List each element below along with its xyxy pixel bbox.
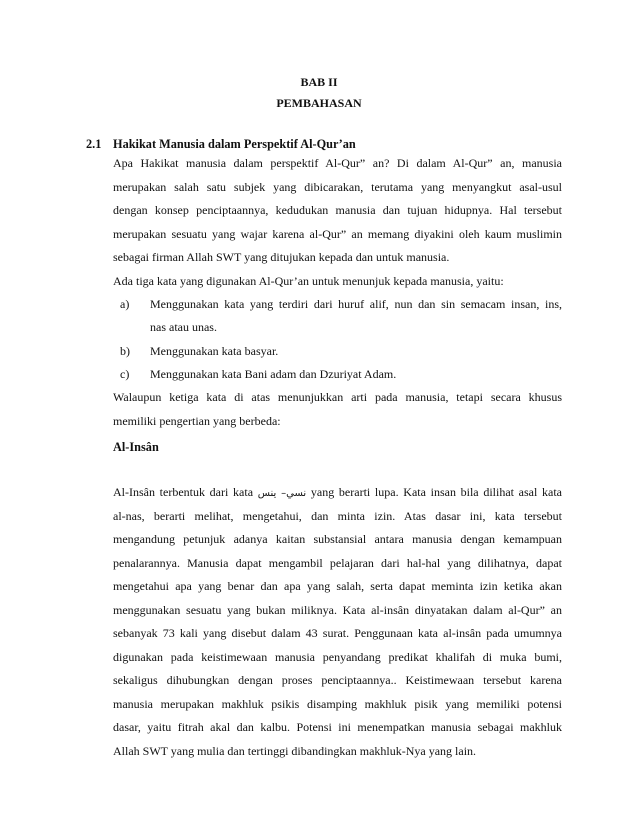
paragraph-line: penalarannya. Manusia dapat mengambil pelajaran dari hal-hal yang dilihatnya, dapat xyxy=(113,555,562,570)
paragraph-2 xyxy=(113,386,562,433)
paragraph-line: sebagai firman Allah SWT yang ditujukan kepada dan untuk manusia. xyxy=(113,250,450,264)
paragraph-line: Allah SWT yang mulia dan tertinggi dibandingkan makhluk-Nya yang lain. xyxy=(113,743,477,758)
list-item-text: Menggunakan kata Bani adam dan Dzuriyat Adam. xyxy=(150,367,397,381)
list-marker: c) xyxy=(120,367,130,381)
paragraph-line: Apa Hakikat manusia dalam perspektif Al-Qur” an? Di dalam Al-Qur” an, manusia xyxy=(113,156,562,170)
paragraph-line: merupakan salah satu subjek yang dibicarakan, terutama yang menyangkut asal-usul xyxy=(113,179,562,194)
paragraph-3 xyxy=(113,481,562,763)
paragraph-line: manusia merupakan makhluk psikis disamping makhluk pisik yang memiliki potensi xyxy=(113,696,562,711)
paragraph-line: merupakan sesuatu yang wajar karena al-Qur” an memang diyakini oleh kaum muslimin xyxy=(113,226,562,241)
paragraph-line: mengandung petunjuk adanya kaitan substansial antara manusia dengan kemampuan xyxy=(113,532,562,546)
list-item-text: Menggunakan kata basyar. xyxy=(150,344,279,358)
paragraph-line: Walaupun ketiga kata di atas menunjukkan arti pada manusia, tetapi secara khusus xyxy=(113,390,562,404)
paragraph-line: dasar, yaitu fitrah akal dan kalbu. Potensi ini menempatkan manusia sebagai makhluk xyxy=(113,720,562,734)
paragraph-line: dengan konsep penciptaannya, kedudukan manusia dan tujuan hidupnya. Hal tersebut xyxy=(113,203,562,217)
paragraph-line: sekaligus dihubungkan dengan proses penciptaannya.. Keistimewaan tersebut karena xyxy=(113,673,562,687)
arabic-word: نسي– ينس xyxy=(257,488,307,499)
paragraph-line: digunakan pada keistimewaan manusia penyandang predikat khalifah di muka bumi, xyxy=(113,649,562,664)
list-item-text: nas atau unas. xyxy=(150,320,217,334)
paragraph-line: mengetahui apa yang benar dan apa yang salah, serta dapat meminta izin ketika akan xyxy=(113,579,562,593)
text-before-arabic: Al-Insân terbentuk dari kata xyxy=(113,485,254,499)
section-heading xyxy=(86,137,356,152)
section-number: 2.1 xyxy=(86,137,102,151)
list-intro: Ada tiga kata yang digunakan Al-Qur’an untuk menunjuk kepada manusia, yaitu: xyxy=(113,273,504,288)
paragraph-line: sebanyak 73 kali yang disebut dalam 43 surat. Penggunaan kata al-insân pada umumnya xyxy=(113,626,562,640)
chapter-number: BAB II xyxy=(300,75,338,89)
chapter-title: PEMBAHASAN xyxy=(276,96,362,110)
paragraph-line: memiliki pengertian yang berbeda: xyxy=(113,413,281,428)
paragraph-line: menggunakan sesuatu yang bukan miliknya. Kata al-insân dinyatakan dalam al-Qur” an xyxy=(113,602,562,617)
list-marker: b) xyxy=(120,344,130,358)
subheading-al-insan: Al-Insân xyxy=(113,440,159,454)
list-marker: a) xyxy=(120,297,130,311)
paragraph-line-with-arabic xyxy=(113,481,562,505)
list-item-text: Menggunakan kata yang terdiri dari huruf alif, nun dan sin semacam insan, ins, xyxy=(150,297,562,311)
text-after-arabic: yang berarti lupa. Kata insan bila dilihat asal kata xyxy=(310,485,563,499)
paragraph-1 xyxy=(113,152,562,293)
paragraph-line: al-nas, berarti melihat, mengetahui, dan minta izin. Atas dasar ini, kata tersebut xyxy=(113,508,562,523)
section-title: Hakikat Manusia dalam Perspektif Al-Qur’an xyxy=(113,137,356,151)
